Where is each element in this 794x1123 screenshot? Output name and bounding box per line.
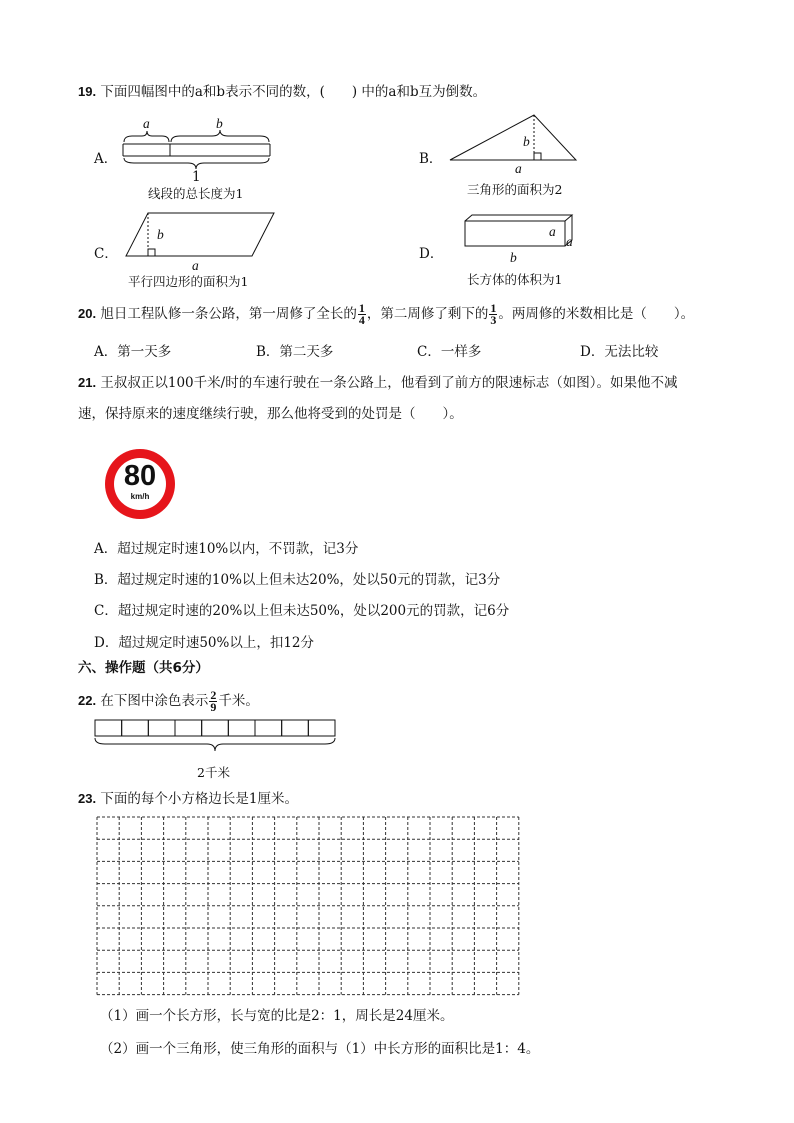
q20-option-d: D．无法比较: [580, 344, 659, 360]
fraction-one-quarter: $\frac{1}{4}$: [358, 301, 365, 327]
fraction-one-third: $\frac{1}{3}$: [490, 301, 497, 327]
question-text: 王叔叔正以100千米/时的车速行驶在一条公路上，他看到了前方的限速标志（如图）。如果他不减: [100, 375, 678, 391]
q20-option-c: C．一样多: [417, 344, 482, 360]
q23-question: [78, 789, 298, 809]
question-text: 下面的每个小方格边长是1厘米。: [100, 791, 298, 807]
cuboid-label-a-front: a: [549, 224, 556, 239]
cuboid-label-b: b: [510, 250, 517, 265]
q19-option-b-caption: 三角形的面积为2: [467, 182, 563, 197]
bar-cell[interactable]: [282, 720, 309, 736]
q21-option-b: B．超过规定时速的10%以上但未达20%，处以50元的罚款，记3分: [94, 572, 501, 588]
fraction-two-ninths: $\frac{2}{9}$: [210, 688, 217, 714]
cuboid-diagram: [462, 212, 577, 252]
bar-cell[interactable]: [308, 720, 335, 736]
segment-label-total: 1: [192, 169, 201, 185]
q21-option-d: D．超过规定时速50%以上，扣12分: [94, 635, 315, 651]
q21-option-c: C．超过规定时速的20%以上但未达50%，处以200元的罚款，记6分: [94, 603, 510, 619]
bar-brace: [95, 738, 335, 751]
question-number: 23.: [78, 791, 97, 806]
q19-option-a-caption: 线段的总长度为1: [148, 186, 244, 201]
question-text: 下面四幅图中的a和b表示不同的数，( ) 中的a和b互为倒数。: [100, 84, 487, 100]
q21-question-line1: [78, 373, 677, 393]
question-number: 21.: [78, 375, 97, 390]
bar-cell[interactable]: [175, 720, 202, 736]
q19-option-d-caption: 长方体的体积为1: [467, 272, 563, 287]
q22-question: [78, 690, 259, 713]
bar-cell[interactable]: [228, 720, 255, 736]
triangle-diagram: [448, 112, 580, 164]
speed-limit-unit: km/h: [130, 492, 150, 501]
question-number: 20.: [78, 306, 97, 321]
question-text-part2: ，第二周修了剩下的: [366, 306, 489, 322]
bar-cell[interactable]: [202, 720, 229, 736]
q23-sub1: （1）画一个长方形，长与宽的比是2：1，周长是24厘米。: [100, 1008, 454, 1024]
q20-option-b: B．第二天多: [256, 344, 334, 360]
question-text-part1: 旭日工程队修一条公路，第一周修了全长的: [100, 306, 357, 322]
question-number: 22.: [78, 693, 97, 708]
speed-limit-value: 80: [123, 460, 157, 492]
q19-option-c-letter: C．: [94, 246, 118, 262]
parallelogram-label-b: b: [157, 227, 164, 242]
q19-option-b-letter: B．: [419, 151, 443, 167]
speed-limit-sign: [103, 447, 177, 521]
triangle-label-a: a: [515, 161, 522, 176]
q19-question: [78, 82, 486, 102]
q20-option-a: A．第一天多: [94, 344, 172, 360]
nine-cell-bar: [93, 718, 338, 763]
section-title: 六、操作题（共6分）: [78, 660, 209, 676]
q21-option-a: A．超过规定时速10%以内，不罚款，记3分: [94, 541, 359, 557]
question-number: 19.: [78, 84, 97, 99]
q23-sub2: （2）画一个三角形，使三角形的面积与（1）中长方形的面积比是1：4。: [100, 1041, 540, 1057]
parallelogram-diagram: [124, 210, 276, 260]
question-text-part1: 在下图中涂色表示: [100, 693, 209, 709]
q19-option-d-letter: D．: [419, 246, 444, 262]
dashed-square-grid[interactable]: [96, 816, 524, 1000]
parallelogram-label-a: a: [192, 258, 199, 273]
cuboid-label-a-side: a: [566, 234, 573, 249]
question-text-part3: 。两周修的米数相比是（ ）。: [498, 306, 695, 322]
bar-cell[interactable]: [148, 720, 175, 736]
q19-option-a-letter: A．: [94, 151, 118, 167]
q19-option-c-caption: 平行四边形的面积为1: [128, 274, 249, 289]
bar-caption: 2千米: [197, 765, 230, 780]
segment-label-a: a: [143, 116, 150, 131]
question-text-part2: 千米。: [218, 693, 259, 709]
q21-question-line2: 速，保持原来的速度继续行驶，那么他将受到的处罚是（ ）。: [78, 406, 463, 422]
segment-label-b: b: [216, 116, 223, 131]
bar-cell[interactable]: [255, 720, 282, 736]
bar-cell[interactable]: [122, 720, 149, 736]
triangle-label-b: b: [523, 134, 530, 149]
bar-cell[interactable]: [95, 720, 122, 736]
q20-question: [78, 303, 694, 326]
